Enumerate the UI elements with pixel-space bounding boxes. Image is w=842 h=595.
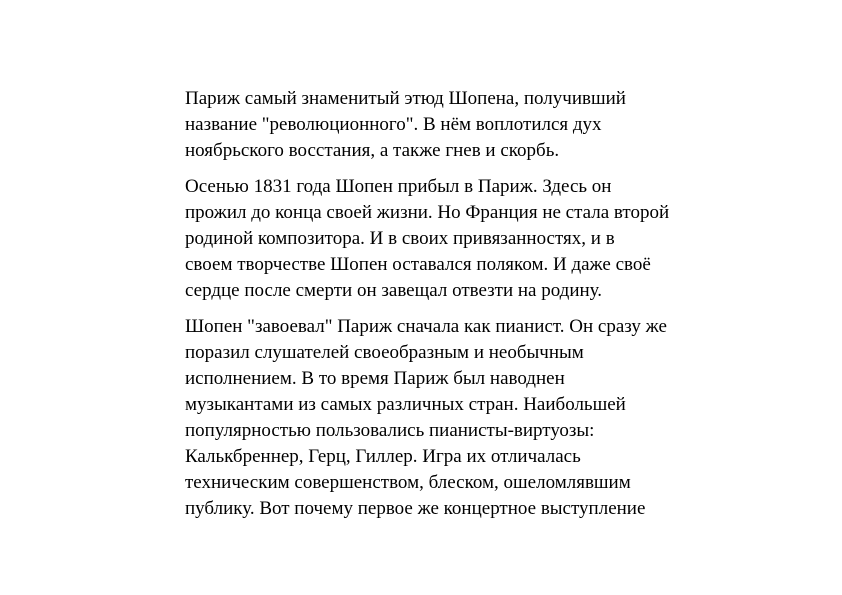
paragraph-line: прожил до конца своей жизни. Но Франция не стала второй — [185, 202, 670, 223]
text-block — [185, 86, 765, 532]
paragraph-line: популярностью пользовались пианисты-виртуозы: — [185, 420, 595, 441]
paragraph-line: поразил слушателей своеобразным и необычным — [185, 342, 584, 363]
paragraph-line: музыкантами из самых различных стран. Наибольшей — [185, 394, 626, 415]
paragraph-line: техническим совершенством, блеском, ошеломлявшим — [185, 472, 631, 493]
paragraph-line: исполнением. В то время Париж был наводнен — [185, 368, 565, 389]
paragraph-line: Шопен "завоевал" Париж сначала как пианист. Он сразу же — [185, 316, 667, 337]
paragraph-line: ноябрьского восстания, а также гнев и скорбь. — [185, 140, 560, 161]
paragraph-line: сердце после смерти он завещал отвезти на родину. — [185, 280, 603, 301]
paragraph-line: своем творчестве Шопен оставался поляком. И даже своё — [185, 254, 651, 275]
paragraph-line: публику. Вот почему первое же концертное выступление — [185, 498, 646, 519]
paragraph-1 — [185, 86, 765, 164]
paragraph-line: название "революционного". В нём воплотился дух — [185, 114, 602, 135]
paragraph-3 — [185, 314, 765, 522]
paragraph-line: родиной композитора. И в своих привязанностях, и в — [185, 228, 615, 249]
paragraph-line: Осенью 1831 года Шопен прибыл в Париж. Здесь он — [185, 176, 612, 197]
paragraph-line: Калькбреннер, Герц, Гиллер. Игра их отличалась — [185, 446, 581, 467]
paragraph-2 — [185, 174, 765, 304]
paragraph-line: Париж самый знаменитый этюд Шопена, получивший — [185, 88, 626, 109]
